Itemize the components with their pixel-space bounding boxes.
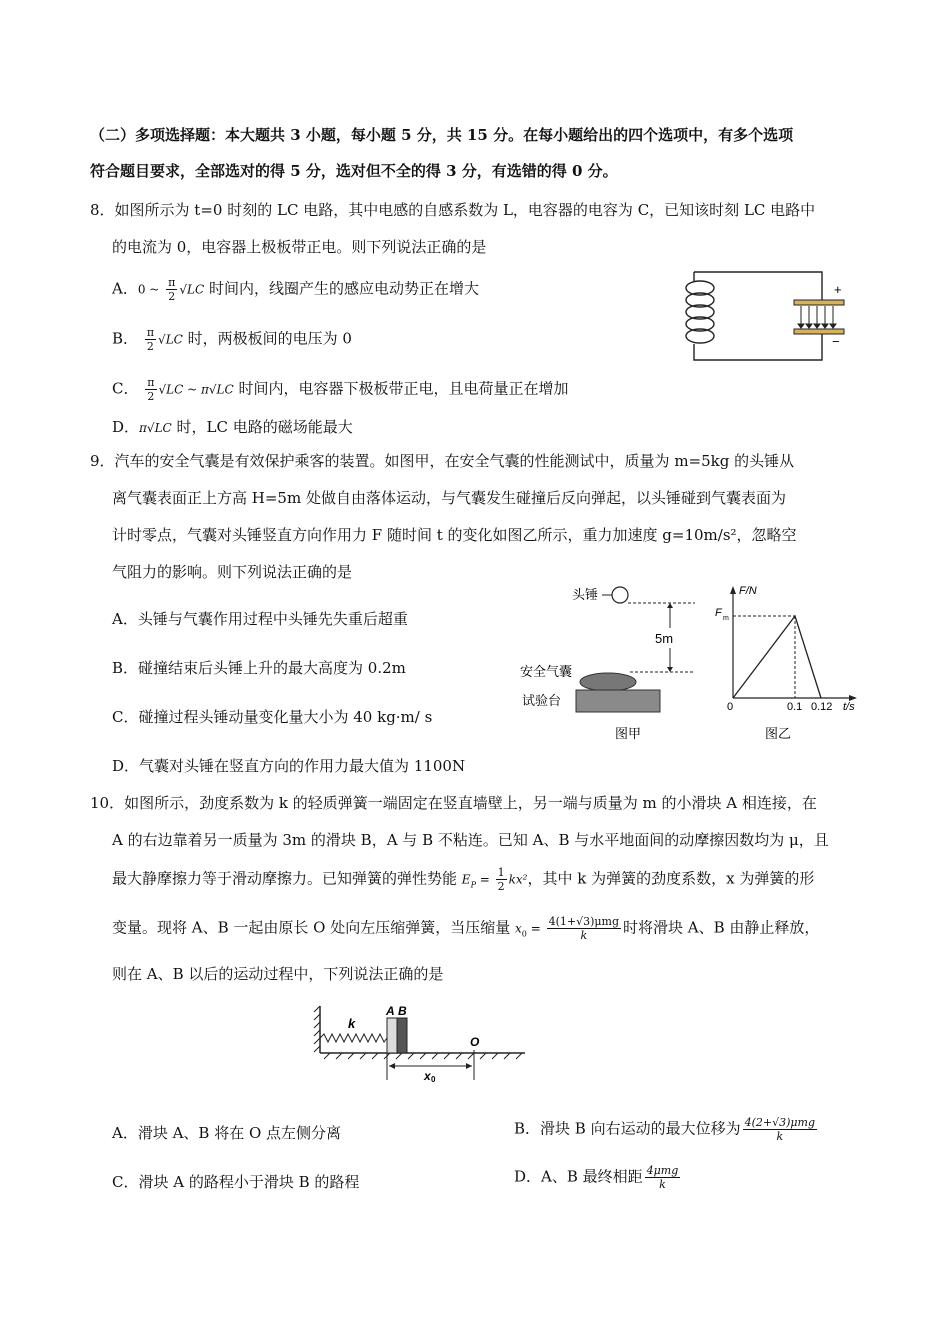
section-header-line1: （二）多项选择题：本大题共 3 小题，每小题 5 分，共 15 分。在每小题给出的四个选项中，有多个选项 (90, 126, 794, 144)
force-curve (733, 616, 821, 698)
origin-o-label: O (470, 1035, 480, 1049)
q8-option-a[interactable]: A．0 ~ $\frac{\pi}{2}$ √LC 时间内，线圈产生的感应电动势正在增大 (112, 276, 479, 303)
capacitor (794, 300, 844, 334)
tick-0-1: 0.1 (787, 701, 803, 713)
q8-stem-line2: 的电流为 0，电容器上极板带正电。则下列说法正确的是 (112, 238, 487, 256)
y-axis-label: F/N (739, 585, 757, 597)
force-time-graph (715, 580, 870, 745)
head-label: 头锤 (572, 587, 599, 602)
q9-option-a[interactable]: A．头锤与气囊作用过程中头锤先失重后超重 (112, 610, 408, 628)
airbag-test-figure (520, 580, 710, 745)
q9-stem-line2: 离气囊表面正上方高 H=5m 处做自由落体运动，与气囊发生碰撞后反向弹起，以头锤碰到气囊表面为 (112, 489, 786, 507)
airbag-label: 安全气囊 (520, 664, 573, 679)
q10-stem-line1: 10．如图所示，劲度系数为 k 的轻质弹簧一端固定在竖直墙壁上，另一端与质量为 m 的小滑块 A 相连接，在 (90, 794, 817, 812)
inductor-coil (686, 281, 714, 343)
q10-option-c[interactable]: C．滑块 A 的路程小于滑块 B 的路程 (112, 1173, 360, 1191)
spring-k-label: k (348, 1016, 356, 1031)
block-b-label: B (398, 1004, 407, 1018)
figure-b-caption: 图乙 (765, 726, 792, 741)
height-label: 5m (655, 631, 674, 646)
block-a (387, 1018, 397, 1053)
q9-option-d[interactable]: D．气囊对头锤在竖直方向的作用力最大值为 1100N (112, 757, 466, 775)
q10-stem-line4: 变量。现将 A、B 一起由原长 O 处向左压缩弹簧，当压缩量 $x_0$ = $\frac{\text{4(1+√3)μmg}}{k}$ 时将滑块 A、B 由静止释放， (112, 915, 820, 942)
x-axis-label: t/s (843, 701, 855, 713)
q10-option-d[interactable]: D．A、B 最终相距 $\frac{\text{4μmg}}{k}$ (514, 1164, 679, 1191)
spring (320, 1034, 387, 1042)
block-a-label: A (386, 1004, 395, 1018)
origin-label: 0 (727, 701, 734, 713)
q9-option-b[interactable]: B．碰撞结束后头锤上升的最大高度为 0.2m (112, 659, 406, 677)
head-hammer-icon (612, 587, 628, 603)
q10-option-a[interactable]: A．滑块 A、B 将在 O 点左侧分离 (112, 1124, 342, 1142)
q9-stem-line3: 计时零点，气囊对头锤竖直方向作用力 F 随时间 t 的变化如图乙所示，重力加速度 g=10m/s²，忽略空 (112, 526, 797, 544)
airbag-shape (580, 673, 636, 691)
plus-sign: + (834, 282, 842, 297)
q10-option-b[interactable]: B．滑块 B 向右运动的最大位移为 $\frac{\text{4(2+√3)μmg}}{k}$ (514, 1116, 816, 1143)
section-header-line2: 符合题目要求，全部选对的得 5 分，选对但不全的得 3 分，有选错的得 0 分。 (90, 162, 618, 180)
f-max-label: F (715, 607, 722, 619)
figure-a-caption: 图甲 (615, 726, 642, 741)
minus-sign: − (832, 334, 840, 349)
test-table-shape (576, 690, 660, 712)
q8-option-c[interactable]: C． $\frac{\pi}{2}$ √LC ~ π√LC 时间内，电容器下极板带正电，且电荷量正在增加 (112, 376, 569, 403)
lc-circuit-figure (672, 262, 852, 372)
q8-option-b[interactable]: B． $\frac{\pi}{2}$ √LC 时，两极板间的电压为 0 (112, 326, 352, 353)
table-label: 试验台 (522, 693, 562, 708)
spring-block-figure (310, 998, 535, 1083)
q10-stem-line3: 最大静摩擦力等于滑动摩擦力。已知弹簧的弹性势能 $E_P$ = $\frac{1}{2}$ kx²，其中 k 为弹簧的劲度系数，x 为弹簧的形 (112, 866, 815, 893)
q9-stem-line1: 9．汽车的安全气囊是有效保护乘客的装置。如图甲，在安全气囊的性能测试中，质量为 m=5kg 的头锤从 (90, 452, 795, 470)
block-b (397, 1018, 407, 1053)
q8-stem-line1: 8．如图所示为 t=0 时刻的 LC 电路，其中电感的自感系数为 L，电容器的电容为 C，已知该时刻 LC 电路中 (90, 201, 816, 219)
q9-option-c[interactable]: C．碰撞过程头锤动量变化量大小为 40 kg·m/ s (112, 708, 433, 726)
x0-label: x (424, 1069, 431, 1083)
q10-stem-line2: A 的右边靠着另一质量为 3m 的滑块 B，A 与 B 不粘连。已知 A、B 与水平地面间的动摩擦因数均为 μ，且 (112, 831, 829, 849)
x0-sub: 0 (431, 1075, 436, 1083)
tick-0-12: 0.12 (811, 701, 833, 713)
q8-option-d[interactable]: D．π√LC 时，LC 电路的磁场能最大 (112, 418, 353, 436)
q9-stem-line4: 气阻力的影响。则下列说法正确的是 (112, 563, 353, 581)
f-max-sub: m (723, 615, 729, 622)
q10-stem-line5: 则在 A、B 以后的运动过程中，下列说法正确的是 (112, 965, 444, 983)
